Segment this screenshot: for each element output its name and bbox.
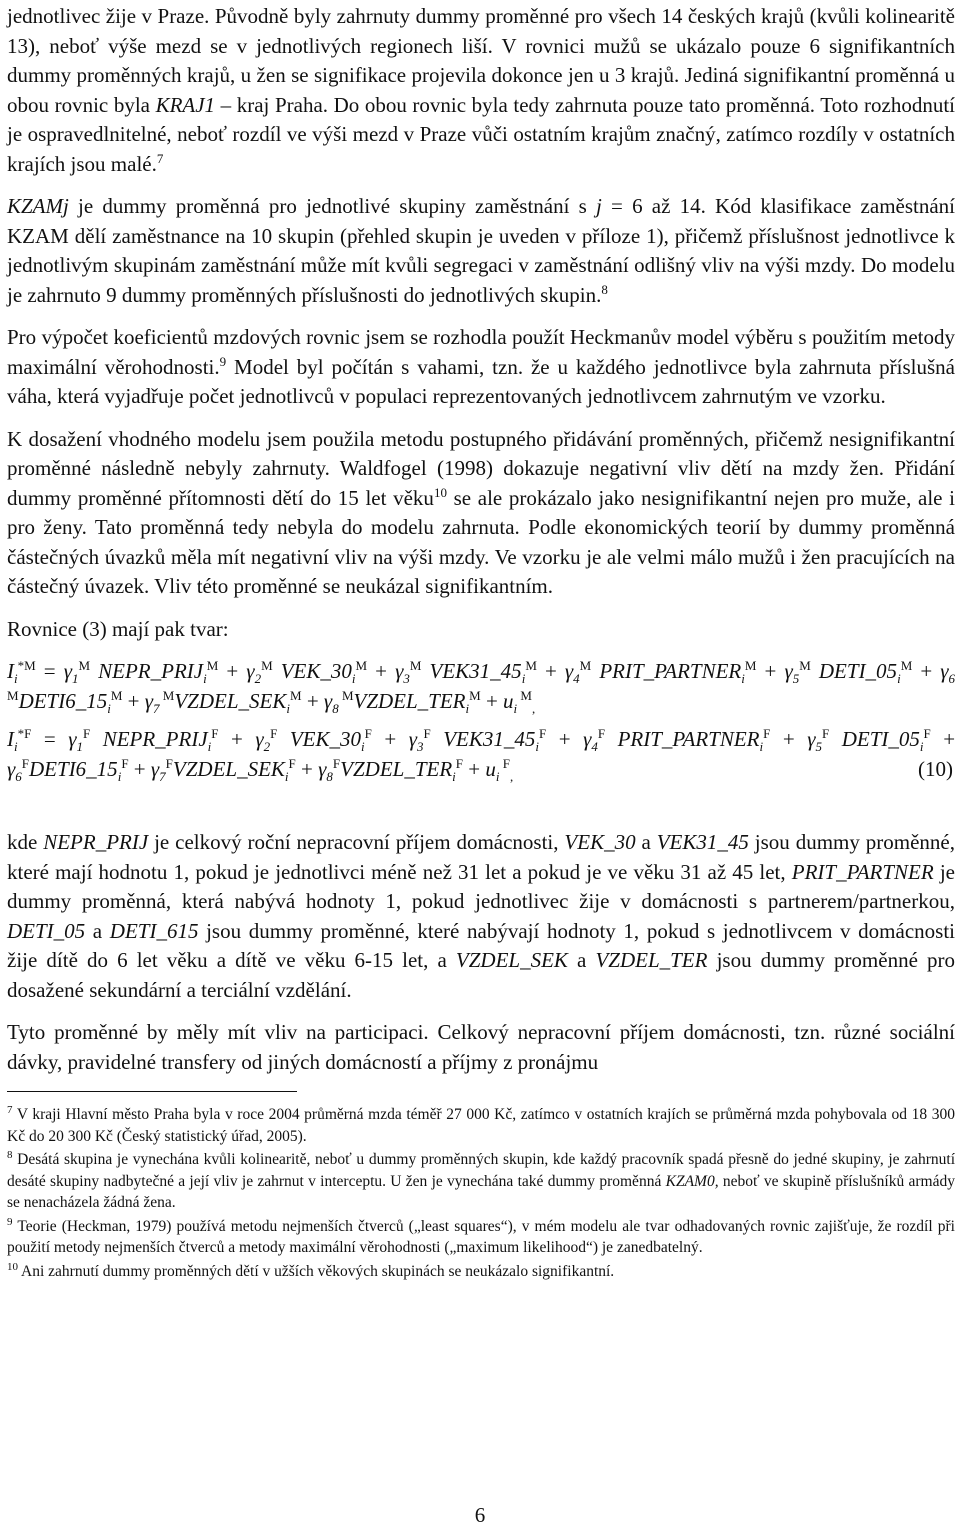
superscript: M [206,658,219,673]
italic-text: VZDEL_TER [340,756,453,781]
text-run: Pro výpočet koeficientů mzdových rovnic jsem se rozhodla použít Heckmanův model výběru s použitím metody maximální věrohodnosti. [7,325,955,379]
italic-text: u [485,756,496,781]
superscript: M [78,658,91,673]
italic-text: γ [940,659,949,683]
subscript: 4 [573,671,580,687]
subscript: i [203,671,207,687]
italic-text: VEK_30 [277,727,362,751]
subscript: i [284,768,289,784]
superscript: 9 [219,353,227,369]
paragraph [7,1018,955,1077]
italic-text: γ [784,659,793,683]
text-run: + [930,727,956,751]
subscript: i [919,739,924,755]
superscript: F [211,726,219,741]
superscript: F [270,726,278,741]
italic-text: γ [246,659,255,683]
superscript: M [261,658,273,673]
superscript: 9 [7,1215,13,1228]
text-run: + [546,727,584,751]
paragraph [7,828,955,1005]
text-run: + [480,688,504,713]
equation [7,657,955,716]
paragraph [7,323,955,412]
subscript: 2 [254,671,262,687]
italic-text: PRIT_PARTNER [791,859,934,884]
superscript: 10 [7,1260,18,1273]
subscript: 5 [792,671,800,687]
text-run: jsou dummy proměnné, které mají hodnotu 1, pokud je jednotlivci méně než 31 let a pokud je ve věku 31 až 45 let, [7,830,955,884]
text-run: kde [7,830,44,854]
footnote [7,1216,955,1259]
text-run: + [295,756,319,781]
subscript: i [361,739,365,755]
body-text [7,2,955,644]
italic-text: VEK_30 [564,830,636,854]
italic-text: γ [583,727,592,751]
superscript: *M [17,658,36,673]
superscript: F [165,755,173,771]
text-run: je dummy proměnná pro jednotlivé skupiny zaměstnání s [68,194,596,218]
italic-text: γ [150,756,160,781]
superscript: F [21,755,30,771]
equation-number: (10) [918,756,953,781]
italic-text: γ [395,659,404,683]
italic-text: VZDEL_SEK [172,756,285,781]
italic-text: γ [318,756,327,781]
text-run: + [301,688,324,713]
italic-text: VEK31_45 [421,659,522,683]
superscript: F [923,726,931,741]
text-run: Desátá skupina je vynechána kvůli kolinearitě, neboť u dummy proměnných skupin, kde každý pracovník spadá přesně do jedné skupiny, je zahrnutí desáté skupiny nadbytečné a její vliv je zahrnut v interceptu. U žen je vynechána také dummy proměnná [7,1151,955,1190]
text-run: – kraj Praha. Do obou rovnic byla tedy zahrnuta pouze tato proměnná. Toto rozhodnutí je ospravedlnitelné, neboť rozdíl ve výši mezd v Praze vůči ostatním krajům značný, zatímco rozdíly v ostatních krajích jsou malé. [7,92,955,176]
italic-text: γ [564,659,574,683]
text-run: + [367,659,396,683]
superscript: 10 [433,484,447,500]
superscript: F [121,755,129,771]
subscript: i [521,671,526,687]
italic-text: VZDEL_TER [595,948,708,972]
text-run: + [122,688,145,713]
footnotes [7,1104,955,1282]
text-run: K dosažení vhodného modelu jsem použila metodu postupného přidávání proměnných, přičemž nesignifikantní proměnné následně nebyly zahrnuty. Waldfogel (1998) dokazuje negativní vliv dětí na mzdy žen. Přidání dummy proměnné přítomnosti dětí do 15 let věku [7,426,955,510]
text-run: a [567,948,596,972]
text-run: + [770,727,808,751]
subscript: 8 [332,700,339,716]
text-run: + [536,659,565,683]
text-run: Rovnice (3) mají pak tvar: [7,616,229,641]
subscript: , [531,700,536,716]
italic-text: u [503,688,514,713]
superscript: 7 [7,1103,13,1116]
italic-text: DETI_615 [109,918,199,943]
italic-text: VEK_30 [272,659,352,683]
italic-text: KZAMj [7,194,69,218]
text-run: jsou dummy proměnné pro dosažené sekundární a terciální vzdělání. [7,948,956,1002]
italic-text: VEK31_45 [656,830,749,854]
text-run: jednotlivec žije v Praze. Původně byly zahrnuty dummy proměnné pro všech 14 českých krajů (kvůli kolinearitě 13), neboť výše mezd se v jednotlivých regionech liší. V rovnici mužů se ukázalo pouze 6 signifikantních dummy proměnných krajů, u žen se signifikace projevila dokonce jen u 3 krajů. Jediná signifikantní proměnná u obou rovnic byla [7,4,955,117]
subscript: 4 [591,739,598,755]
paragraph [7,192,955,310]
subscript: , [509,768,514,784]
subscript: 2 [263,739,271,755]
italic-text: KZAM0, [665,1172,719,1190]
superscript: M [900,658,913,673]
text-run: + [463,756,486,781]
text-run: + [756,659,785,683]
subscript: 7 [153,700,160,716]
italic-text: DETI6_15 [29,756,118,781]
text-run: a [635,830,657,854]
text-run: neboť ve skupině příslušníků armády se nenacházela žádná žena. [7,1172,955,1211]
subscript: i [207,739,212,755]
superscript: M [409,658,422,673]
italic-text: VZDEL_SEK [174,688,287,713]
italic-text: γ [323,688,333,713]
superscript: M [338,687,354,703]
subscript: i [14,671,18,687]
superscript: F [423,726,431,741]
superscript: M [7,687,19,703]
text-run: je dummy proměnná, která nabývá hodnoty 1, pokud jednotlivec žije v domácnosti s partnerem/partnerkou, [7,859,955,913]
text-run: + [218,659,247,683]
italic-text: VZDEL_SEK [455,948,568,972]
subscript: 3 [403,671,410,687]
italic-text: KRAJ1 [155,92,216,117]
superscript: F [455,755,464,771]
italic-text: PRIT_PARTNER [591,659,742,683]
subscript: 5 [815,739,822,755]
italic-text: I [7,659,14,683]
superscript: 8 [601,281,608,297]
superscript: M [579,658,592,673]
superscript: M [290,687,302,703]
subscript: 6 [15,768,22,784]
subscript: 6 [948,671,956,687]
subscript: i [107,700,111,716]
text-run: a [85,918,110,943]
subscript: i [117,768,122,784]
italic-text: PRIT_PARTNER [605,727,760,751]
subscript: i [741,671,745,687]
italic-text: DETI6_15 [18,688,108,713]
paragraph [7,425,955,602]
subscript: i [14,739,18,755]
superscript: M [799,658,811,673]
superscript: F [763,726,771,741]
text-run: se ale prokázalo jako nesignifikantní nejen pro muže, ale i pro ženy. Tato proměnná tedy nebyla do modelu zahrnuta. Podle ekonomických teorií by dummy proměnná částečných úvazků měla mít negativní vliv na výši mzdy. Ve vzorku je ale velmi málo mužů i žen pracujících na částečný úvazek. Vliv této proměnné se neukázal signifikantním. [7,485,955,598]
page-number: 6 [474,1503,486,1527]
italic-text: VEK31_45 [430,727,536,751]
subscript: 8 [326,768,333,784]
italic-text: NEPR_PRIJ [90,727,208,751]
superscript: F [821,726,830,741]
equation-block [7,657,955,784]
superscript: 8 [7,1148,13,1161]
superscript: F [499,755,510,771]
italic-text: j [596,194,602,218]
text-run: + [128,756,151,781]
footnote [7,1261,955,1283]
superscript: M [159,687,175,703]
text-run: V kraji Hlavní město Praha byla v roce 2004 průměrná mzda téměř 27 000 Kč, zatímco v ostatních krajích se průměrná mzda pohybovala od 18 300 Kč do 20 300 Kč (Český statistický úřad, 2005). [7,1106,955,1145]
text-run: Teorie (Heckman, 1979) používá metodu nejmenších čtverců („least squares“), v mém modelu ale tvar odhadovaných rovnic zajišťuje, že rozdíl při použití metody nejmenších čtverců a metody maximální věrohodnosti („maximum likelihood“) je zanedbatelný. [7,1217,955,1256]
document-page [7,2,955,1284]
italic-text: γ [807,727,816,751]
superscript: F [288,755,296,771]
text-run: Model byl počítán s vahami, tzn. že u každého jednotlivce byla zahrnuta příslušná váha, která vyjadřuje počet jednotlivců v populaci reprezentovaných jednotlivcem zahrnutým ve vzorku. [7,354,955,408]
paragraph [7,615,955,645]
superscript: M [355,658,368,673]
italic-text: I [7,727,14,751]
subscript: i [535,739,539,755]
text-run: je celkový roční nepracovní příjem domácnosti, [148,830,565,854]
superscript: M [525,658,537,673]
subscript: i [513,700,518,716]
italic-text: γ [63,659,72,683]
subscript: i [759,739,764,755]
italic-text: NEPR_PRIJ [43,830,149,854]
footnote [7,1149,955,1214]
italic-text: γ [7,756,16,781]
text-run: + [218,727,256,751]
italic-text: DETI_05 [7,918,86,943]
italic-text: γ [144,688,154,713]
paragraph [7,2,955,179]
subscript: 1 [71,671,79,687]
text-run: Ani zahrnutí dummy proměnných dětí v užších věkových skupinách se neukázalo signifikantní. [18,1262,615,1280]
footnote [7,1104,955,1147]
italic-text: γ [68,727,77,751]
subscript: i [351,671,356,687]
italic-text: DETI_05 [829,727,920,751]
subscript: 3 [416,739,424,755]
text-run: jsou dummy proměnné, které nabývají hodnoty 1, pokud s jednotlivcem v domácnosti žije dítě do 6 let věku a dítě ve věku 6-15 let, a [7,918,955,972]
text-run: + [912,659,941,683]
subscript: 7 [159,768,166,784]
superscript: M [469,687,481,703]
italic-text: γ [408,727,417,751]
text-run: Tyto proměnné by měly mít vliv na participaci. Celkový nepracovní příjem domácnosti, tzn. různé sociální dávky, pravidelné transfery od jiných domácností a příjmy z pronájmu [7,1020,955,1074]
subscript: i [495,768,500,784]
italic-text: VZDEL_TER [353,688,466,713]
superscript: M [517,687,532,703]
superscript: F [597,726,606,741]
superscript: 7 [156,150,164,166]
text-run: = 6 až 14. Kód klasifikace zaměstnání KZAM dělí zaměstnance na 10 skupin (přehled skupin je uveden v příloze 1), přičemž příslušnost jednotlivce k jednotlivým skupinám zaměstnání může mít kvůli segregaci v zaměstnání odlišný vliv na výši mzdy. Do modelu je zahrnuto 9 dummy proměnných příslušnosti do jednotlivých skupin. [7,194,956,307]
superscript: M [744,658,757,673]
superscript: M [110,687,123,703]
text-run: = [35,659,64,683]
italic-text: DETI_05 [810,659,898,683]
text-run: + [371,727,409,751]
superscript: F [364,726,372,741]
italic-text: γ [255,727,264,751]
body-text-continued [7,828,955,1077]
superscript: F [332,755,341,771]
italic-text: NEPR_PRIJ [90,659,204,683]
subscript: i [452,768,456,784]
superscript: F [82,726,91,741]
subscript: i [465,700,470,716]
subscript: 1 [76,739,83,755]
subscript: i [897,671,901,687]
subscript: i [286,700,290,716]
equation [7,725,955,784]
text-run: = [31,727,69,751]
footnote-separator [7,1091,297,1092]
superscript: *F [17,726,32,741]
superscript: F [539,726,547,741]
